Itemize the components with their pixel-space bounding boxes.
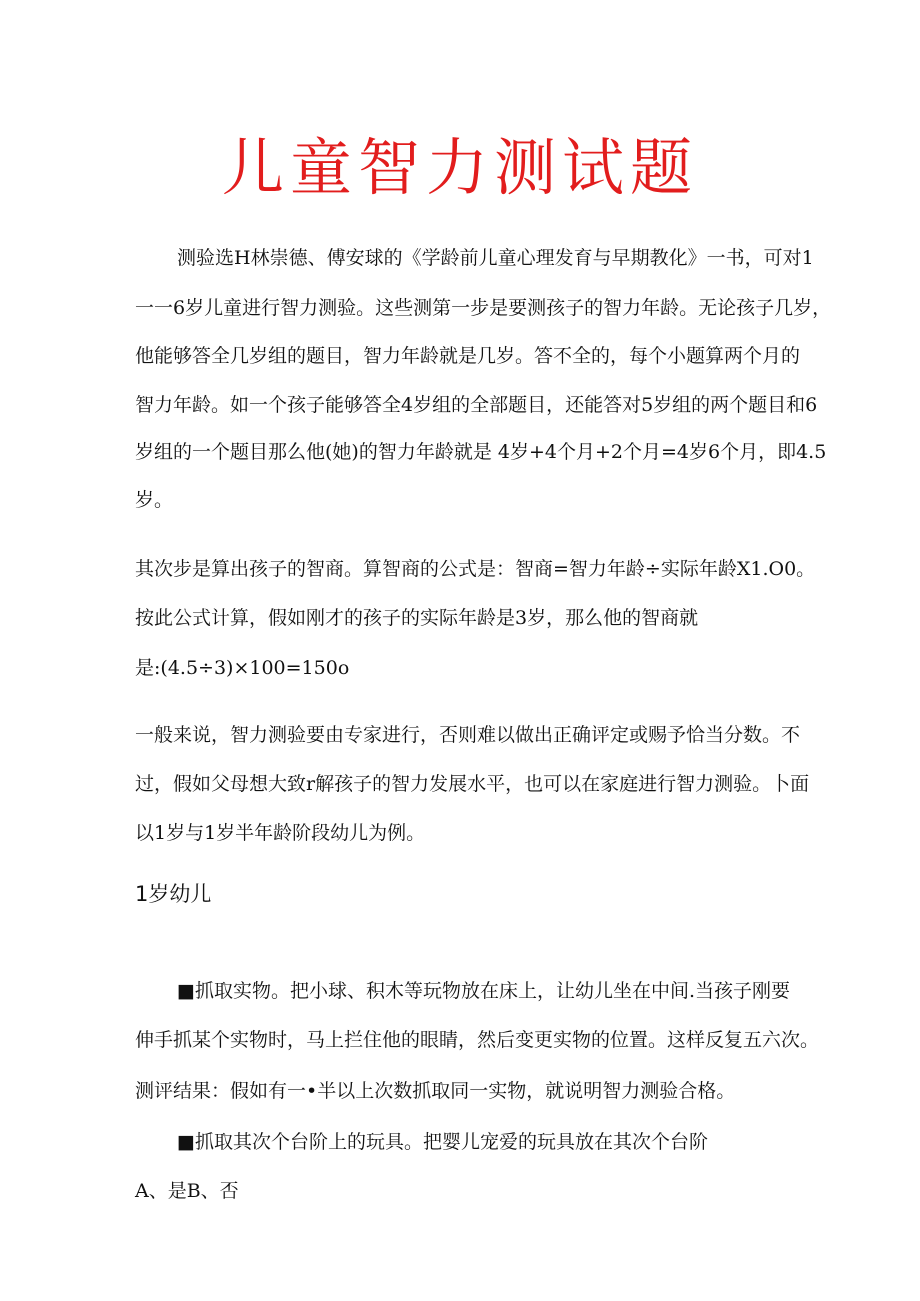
item1-result: 测评结果：假如有一•半以上次数抓取同一实物，就说明智力测验合格。 bbox=[135, 1080, 736, 1102]
general-line-1: 一般来说，智力测验要由专家进行，否则难以做出正确评定或赐予恰当分数。不 bbox=[135, 724, 801, 746]
general-line-3: 以1岁与1岁半年龄阶段幼儿为例。 bbox=[135, 822, 426, 844]
section-heading: 1岁幼儿 bbox=[135, 882, 212, 906]
formula-line-3: 是:(4.5÷3)×100=150o bbox=[135, 657, 350, 679]
intro-line-3: 他能够答全几岁组的题目，智力年龄就是几岁。答不全的，每个小题算两个月的 bbox=[135, 345, 801, 367]
intro-line-5: 岁组的一个题目那么他(她)的智力年龄就是 4岁+4个月+2个月=4岁6个月，即4.5 bbox=[135, 441, 827, 463]
item1-line-1: ■抓取实物。把小球、积木等玩物放在床上，让幼儿坐在中间.当孩子刚要 bbox=[177, 980, 790, 1002]
answer-options: A、是B、否 bbox=[135, 1180, 239, 1202]
intro-line-6: 岁。 bbox=[135, 489, 174, 511]
formula-line-2: 按此公式计算，假如刚才的孩子的实际年龄是3岁，那么他的智商就 bbox=[135, 607, 699, 629]
intro-line-2: 一一6岁儿童进行智力测验。这些测第一步是要测孩子的智力年龄。无论孩子几岁， bbox=[135, 297, 832, 319]
general-line-2: 过，假如父母想大致r解孩子的智力发展水平，也可以在家庭进行智力测验。卜面 bbox=[135, 773, 810, 795]
item1-line-2: 伸手抓某个实物时，马上拦住他的眼睛，然后变更实物的位置。这样反复五六次。 bbox=[135, 1029, 820, 1051]
formula-line-1: 其次步是算出孩子的智商。算智商的公式是：智商=智力年龄÷实际年龄X1.O0。 bbox=[135, 558, 816, 580]
item2-line: ■抓取其次个台阶上的玩具。把婴儿宠爱的玩具放在其次个台阶 bbox=[177, 1131, 708, 1153]
document-title: 儿童智力测试题 bbox=[221, 131, 698, 204]
intro-line-4: 智力年龄。如一个孩子能够答全4岁组的全部题目，还能答对5岁组的两个题目和6 bbox=[135, 394, 818, 416]
intro-line-1: 测验选H林崇德、傅安球的《学龄前儿童心理发育与早期教化》一书，可对1 bbox=[177, 247, 814, 269]
